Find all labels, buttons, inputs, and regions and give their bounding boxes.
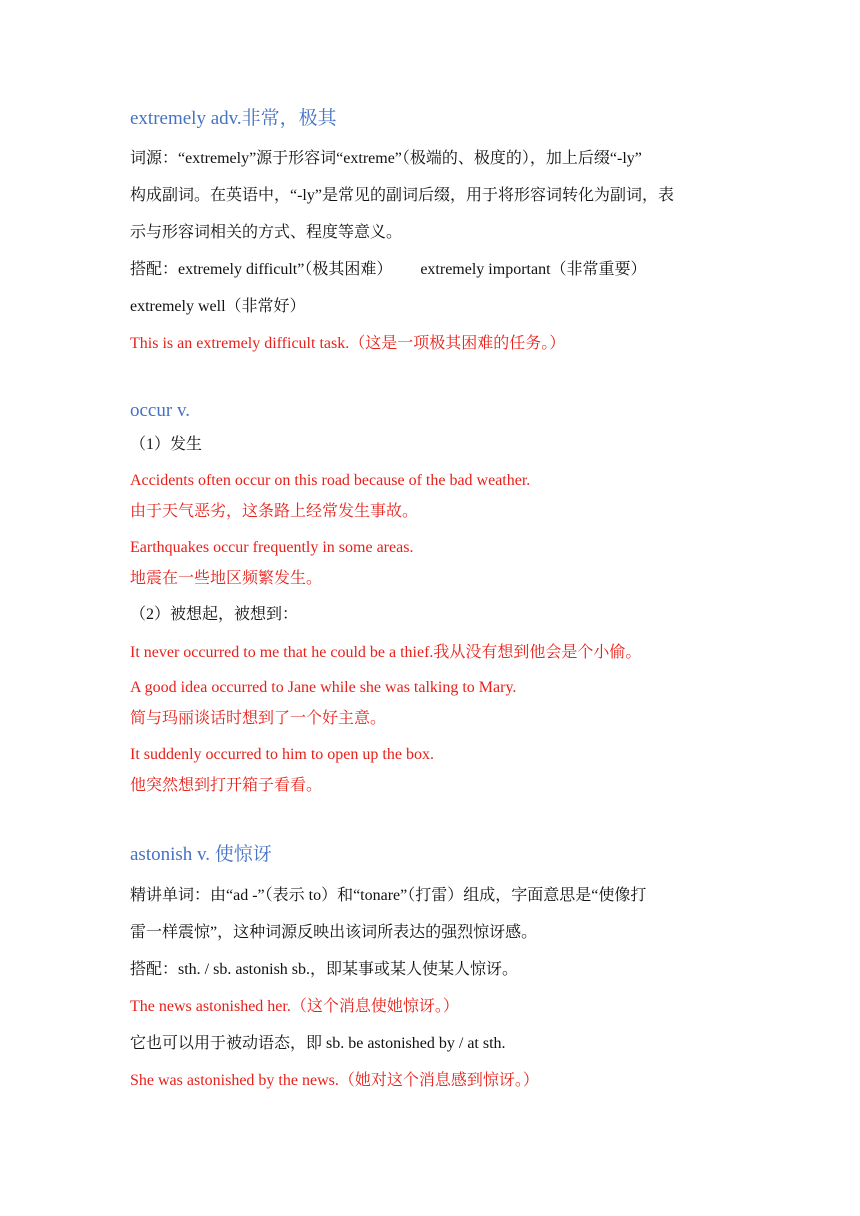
example-3: It never occurred to me that he could be a thief.我从没有想到他会是个小偷。 [130, 644, 642, 661]
etymology-line-1: 词源：“extremely”源于形容词“extreme”（极端的、极度的），加上后缀“-ly” [130, 150, 642, 167]
example-2-english: Earthquakes occur frequently in some areas. [130, 539, 414, 556]
example-sentence: This is an extremely difficult task.（这是一项极其困难的任务。） [130, 335, 566, 352]
example-sentence-2: She was astonished by the news.（她对这个消息感到惊讶。） [130, 1072, 539, 1089]
sense-2: （2）被想起，被想到： [130, 606, 299, 623]
example-4-chinese: 简与玛丽谈话时想到了一个好主意。 [130, 710, 387, 727]
example-5-english: It suddenly occurred to him to open up the box. [130, 746, 434, 763]
entry-title-astonish: astonish v. 使惊讶 [130, 844, 272, 865]
collocation-line: 搭配：sth. / sb. astonish sb.，即某事或某人使某人惊讶。 [130, 961, 519, 978]
entry-title-extremely: extremely adv.非常，极其 [130, 108, 337, 129]
example-4-english: A good idea occurred to Jane while she was talking to Mary. [130, 679, 517, 696]
etymology-line-2: 构成副词。在英语中，“-ly”是常见的副词后缀，用于将形容词转化为副词，表 [130, 187, 674, 204]
example-5-chinese: 他突然想到打开箱子看看。 [130, 777, 323, 794]
example-sentence-1: The news astonished her.（这个消息使她惊讶。） [130, 998, 459, 1015]
explanation-line-2: 雷一样震惊”，这种词源反映出该词所表达的强烈惊讶感。 [130, 924, 538, 941]
collocation-a: 搭配：extremely difficult”（极其困难） [130, 261, 393, 278]
collocation-b: extremely important（非常重要） [420, 261, 647, 278]
entry-title-occur: occur v. [130, 400, 190, 421]
collocation-c: extremely well（非常好） [130, 298, 306, 315]
sense-1: （1）发生 [130, 436, 203, 453]
etymology-line-3: 示与形容词相关的方式、程度等意义。 [130, 224, 403, 241]
example-2-chinese: 地震在一些地区频繁发生。 [130, 570, 323, 587]
collocation-line [130, 259, 647, 281]
passive-voice-note: 它也可以用于被动语态，即 sb. be astonished by / at sth. [130, 1035, 506, 1052]
example-1-english: Accidents often occur on this road because of the bad weather. [130, 472, 531, 489]
explanation-line-1: 精讲单词：由“ad -”（表示 to）和“tonare”（打雷）组成，字面意思是“使像打 [130, 887, 647, 904]
example-1-chinese: 由于天气恶劣，这条路上经常发生事故。 [130, 503, 419, 520]
